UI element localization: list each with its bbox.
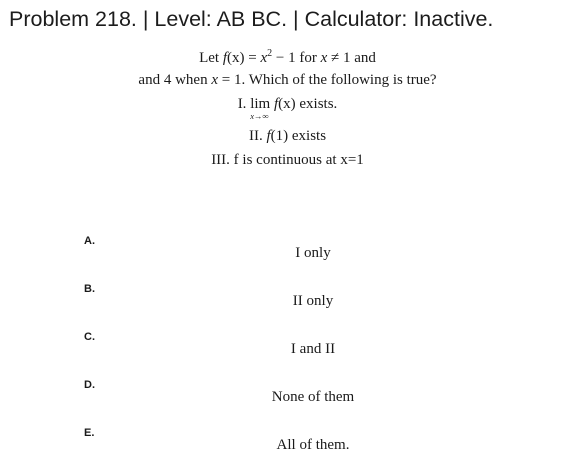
text: and 4 when — [138, 72, 212, 88]
text: exists. — [295, 96, 338, 112]
text: ≠ 1 and — [327, 50, 376, 66]
var-x: x — [320, 50, 328, 66]
text: = 1. Which of the following is true? — [218, 72, 437, 88]
choice-letter: E. — [84, 427, 95, 439]
roman-numeral: I. — [237, 96, 251, 112]
statement-1 — [0, 96, 575, 121]
statement-2 — [0, 128, 575, 145]
statement-3 — [0, 152, 575, 169]
lim-subscript: x→∞ — [250, 111, 269, 121]
lim-operator: lim — [250, 96, 271, 112]
text: Let — [199, 50, 223, 66]
choice-text: I and II — [290, 341, 336, 357]
exponent: 2 — [267, 48, 273, 59]
text: − 1 for — [272, 50, 321, 66]
choice-text: All of them. — [276, 437, 350, 453]
question-line-2 — [0, 72, 575, 89]
text: = — [244, 50, 261, 66]
text: III. f is continuous at x=1 — [211, 152, 364, 168]
text: (x) — [227, 50, 245, 66]
limit-expression — [250, 96, 271, 121]
problem-header: Problem 218. | Level: AB BC. | Calculator: Inactive. — [9, 7, 494, 31]
choice-letter: D. — [84, 379, 95, 391]
choice-letter: B. — [84, 283, 95, 295]
choice-text: None of them — [271, 389, 355, 405]
var-f: f — [273, 96, 279, 112]
var-f: f — [266, 128, 271, 144]
var-f: f — [222, 50, 227, 66]
choice-letter: A. — [84, 235, 95, 247]
text: (x) — [278, 96, 296, 112]
roman-numeral: II. — [248, 128, 267, 144]
choice-letter: C. — [84, 331, 95, 343]
question-line-1 — [0, 48, 575, 67]
text: (1) exists — [270, 128, 327, 144]
var-x: x — [211, 72, 218, 88]
choice-text: I only — [295, 245, 331, 261]
var-x: x — [260, 50, 268, 66]
choice-text: II only — [292, 293, 334, 309]
